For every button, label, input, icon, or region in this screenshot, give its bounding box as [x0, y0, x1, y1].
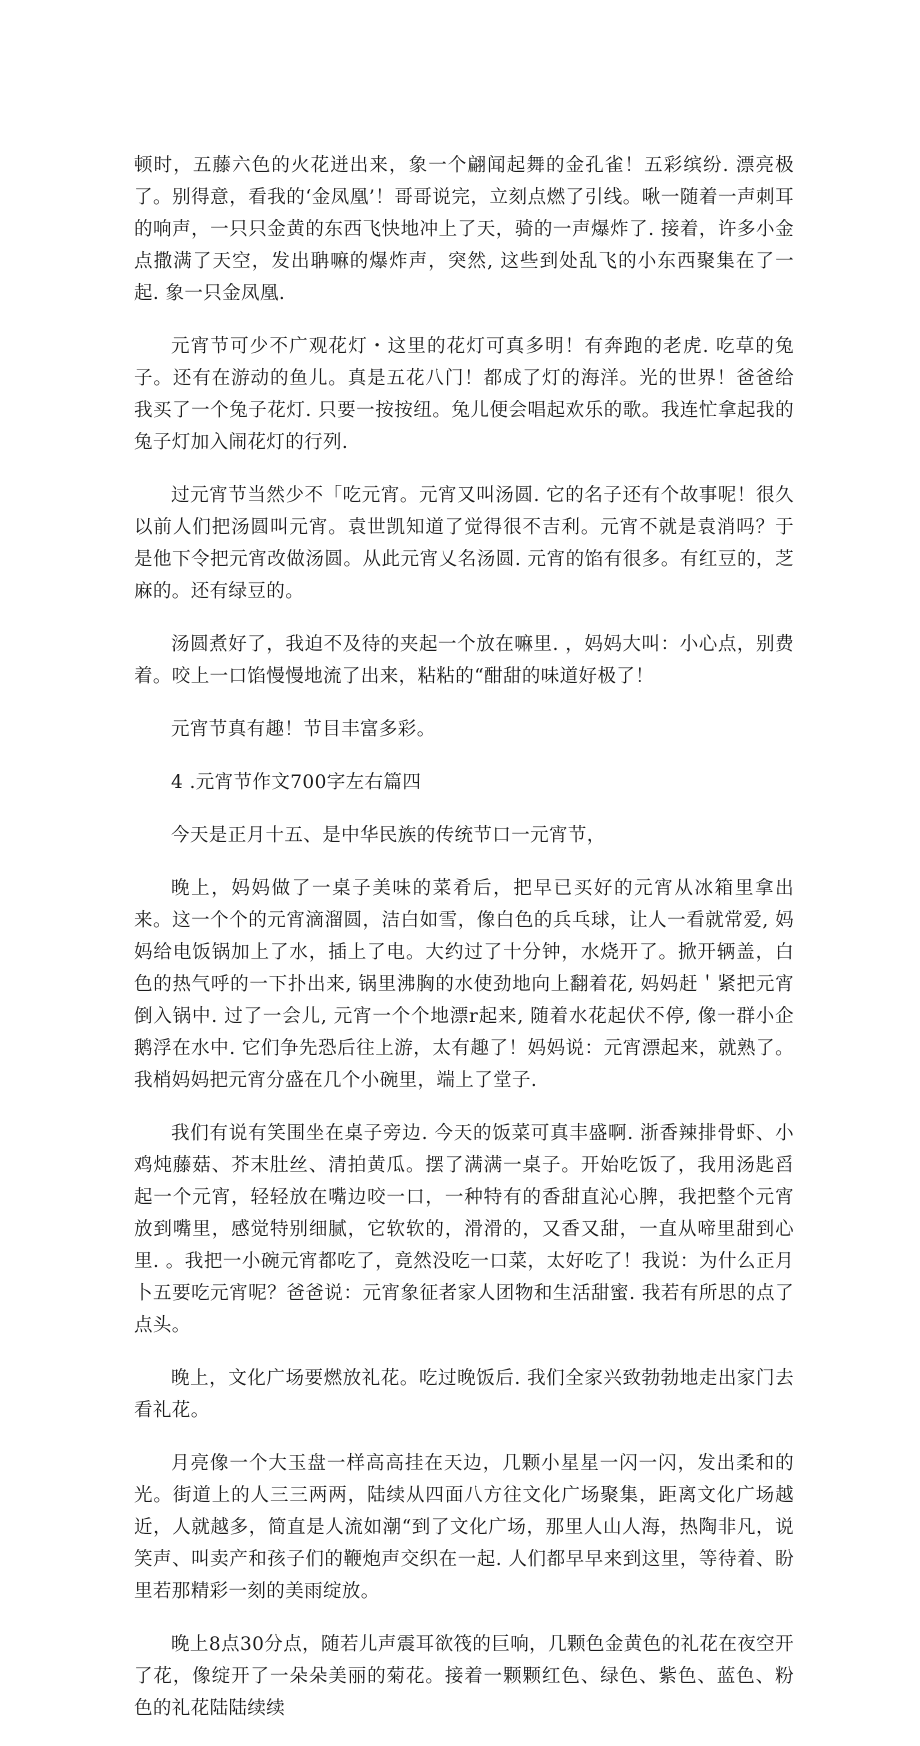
- paragraph-10: 晚上，文化广场要燃放礼花。吃过晚饭后. 我们全家兴致勃勃地走出家门去看礼花。: [134, 1368, 794, 1421]
- section-heading: 4 .元宵节作文700字左右篇四: [171, 772, 422, 793]
- paragraph-11: 月亮像一个大玉盘一样高高挂在天边，几颗小星星一闪一闪，发出柔和的光。街道上的人三三两两，陆续从四面八方往文化广场聚集，距离文化广场越近，人就越多，简直是人流如潮“到了文化广场，那里人山人海，热陶非凡，说笑声、叫卖产和孩子们的鞭炮声交织在一起. 人们都早早来到这里，等待着、盼里若那精彩一刻的美雨绽放。: [134, 1453, 794, 1602]
- paragraph-4: 汤圆煮好了，我迫不及待的夹起一个放在嘛里. ，妈妈大叫：小心点，别费着。咬上一口馅慢慢地流了出来，粘粘的“酣甜的味道好极了！: [134, 634, 794, 687]
- paragraph-2: 元宵节可少不广观花灯・这里的花灯可真多明！有奔跑的老虎. 吃草的兔子。还有在游动的鱼儿。真是五花八门！都成了灯的海洋。光的世界！爸爸给我买了一个兔子花灯. 只要一按按纽。兔儿便会唱起欢乐的歌。我连忙拿起我的兔子灯加入闹花灯的行列.: [134, 336, 794, 453]
- paragraph-7: 今天是正月十五、是中华民族的传统节口一元宵节，: [171, 825, 606, 846]
- paragraph-3: 过元宵节当然少不「吃元宵。元宵又叫汤圆. 它的名子还有个故事呢！很久以前人们把汤圆叫元宵。袁世凯知道了觉得很不吉利。元宵不就是袁消吗？于是他下令把元宵改做汤圆。从此元宵乂名汤圆. 元宵的馅有很多。有红豆的，芝麻的。还有绿豆的。: [134, 485, 794, 602]
- paragraph-5: 元宵节真有趣！节目丰富多彩。: [171, 719, 436, 740]
- document-body: [134, 150, 794, 1746]
- paragraph-12: 晚上8点30分点，随若儿声震耳欲筏的巨响，几颗色金黄色的礼花在夜空开了花，像绽开了一朵朵美丽的菊花。接着一颗颗红色、绿色、紫色、蓝色、粉色的礼花陆陆续续: [134, 1634, 794, 1719]
- paragraph-1: 顿时，五藤六色的火花迸出来，象一个翩闻起舞的金孔雀！五彩缤纷. 漂亮极了。别得意，看我的‘金凤凰’！哥哥说完，立刻点燃了引线。啾一随着一声刺耳的响声，一只只金黄的东西飞快地冲上了天，骑的一声爆炸了. 接着，许多小金点撒满了天空，发出聃嘛的爆炸声，突然, 这些到处乱飞的小东西聚集在了一起. 象一只金凤凰.: [134, 155, 794, 304]
- paragraph-9: 我们有说有笑围坐在桌子旁边. 今天的饭菜可真丰盛啊. 浙香辣排骨虾、小鸡炖藤菇、芥末肚丝、清拍黄瓜。摆了满满一桌子。开始吃饭了，我用汤匙舀起一个元宵，轻轻放在嘴边咬一口，一种特有的香甜直沁心脾，我把整个元宵放到嘴里，感觉特别细腻，它软软的，滑滑的，又香又甜，一直从啼里甜到心里. 。我把一小碗元宵都吃了，竟然没吃一口菜，太好吃了！我说：为什么正月卜五要吃元宵呢？爸爸说：元宵象征者家人团物和生活甜蜜. 我若有所思的点了点头。: [134, 1123, 794, 1336]
- paragraph-8: 晚上，妈妈做了一桌子美味的菜肴后，把早已买好的元宵从冰箱里拿出来。这一个个的元宵滴溜圆，洁白如雪，像白色的兵乓球，让人一看就常爱, 妈妈给电饭锅加上了水，插上了电。大约过了十分钟，水烧开了。掀开辆盖，白色的热气呼的一下扑出来, 锅里沸胸的水使劲地向上翻着花, 妈妈赶＇紧把元宵倒入锅中. 过了一会儿, 元宵一个个地漂r起来, 随着水花起伏不停, 像一群小企鹅浮在水中. 它们争先恐后往上游，太有趣了！妈妈说：元宵漂起来，就熟了。我梢妈妈把元宵分盛在几个小碗里，端上了堂子.: [134, 878, 794, 1091]
